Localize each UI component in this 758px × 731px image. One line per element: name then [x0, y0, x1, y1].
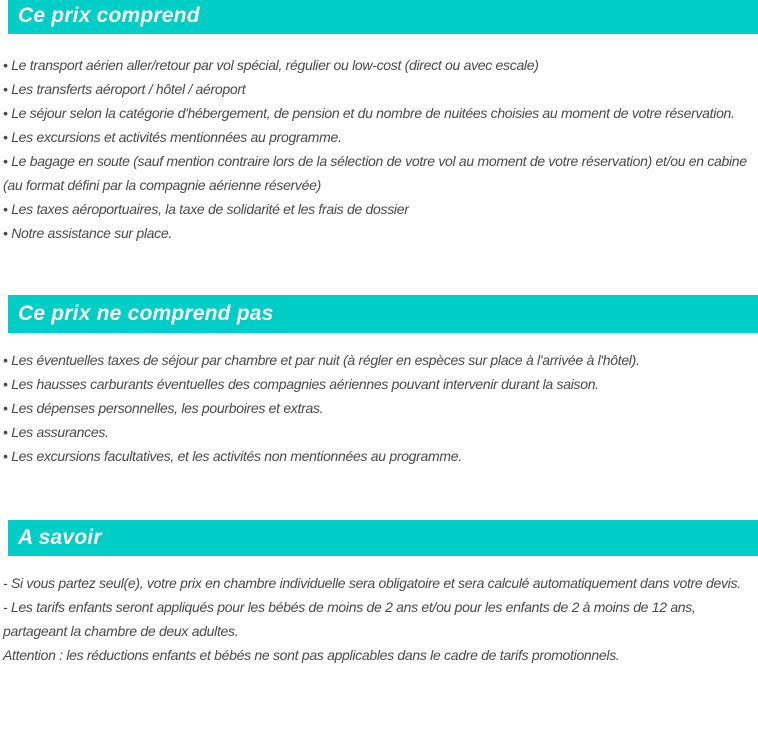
list-item: • Le transport aérien aller/retour par vol spécial, régulier ou low-cost (direct ou avec escale) — [3, 57, 539, 73]
section-title-good-to-know: A savoir — [8, 520, 758, 556]
price-excludes-list — [3, 333, 750, 520]
list-item: • Les excursions facultatives, et les activités non mentionnées au programme. — [3, 448, 462, 464]
list-item: • Les éventuelles taxes de séjour par chambre et par nuit (à régler en espèces sur place à l'arrivée à l'hôtel). — [3, 352, 640, 368]
section-good-to-know — [0, 520, 758, 667]
list-item: • Les excursions et activités mentionnées au programme. — [3, 129, 342, 145]
list-item: • Le séjour selon la catégorie d'hébergement, de pension et du nombre de nuitées choisies au moment de votre réservation. — [3, 105, 735, 121]
list-item: • Les taxes aéroportuaires, la taxe de solidarité et les frais de dossier — [3, 201, 409, 217]
list-item: • Les transferts aéroport / hôtel / aéroport — [3, 81, 246, 97]
list-item: • Notre assistance sur place. — [3, 225, 172, 241]
list-item: - Les tarifs enfants seront appliqués pour les bébés de moins de 2 ans et/ou pour les enfants de 2 à moins de 12 ans, partageant la chambre de deux adultes. — [3, 599, 696, 639]
section-title-price-includes: Ce prix comprend — [8, 0, 758, 34]
list-item: Attention : les réductions enfants et bébés ne sont pas applicables dans le cadre de tarifs promotionnels. — [3, 647, 620, 663]
section-price-includes — [0, 0, 758, 295]
section-title-price-excludes: Ce prix ne comprend pas — [8, 295, 758, 333]
price-includes-list — [3, 34, 750, 295]
list-item: - Si vous partez seul(e), votre prix en chambre individuelle sera obligatoire et sera calculé automatiquement dans votre devis. — [3, 575, 741, 591]
section-price-excludes — [0, 295, 758, 520]
list-item: • Le bagage en soute (sauf mention contraire lors de la sélection de votre vol au moment de votre réservation) et/ou en cabine (au format défini par la compagnie aérienne réservée) — [3, 153, 747, 193]
list-item: • Les dépenses personnelles, les pourboires et extras. — [3, 400, 324, 416]
good-to-know-list — [3, 556, 750, 667]
list-item: • Les assurances. — [3, 424, 109, 440]
list-item: • Les hausses carburants éventuelles des compagnies aériennes pouvant intervenir durant la saison. — [3, 376, 599, 392]
